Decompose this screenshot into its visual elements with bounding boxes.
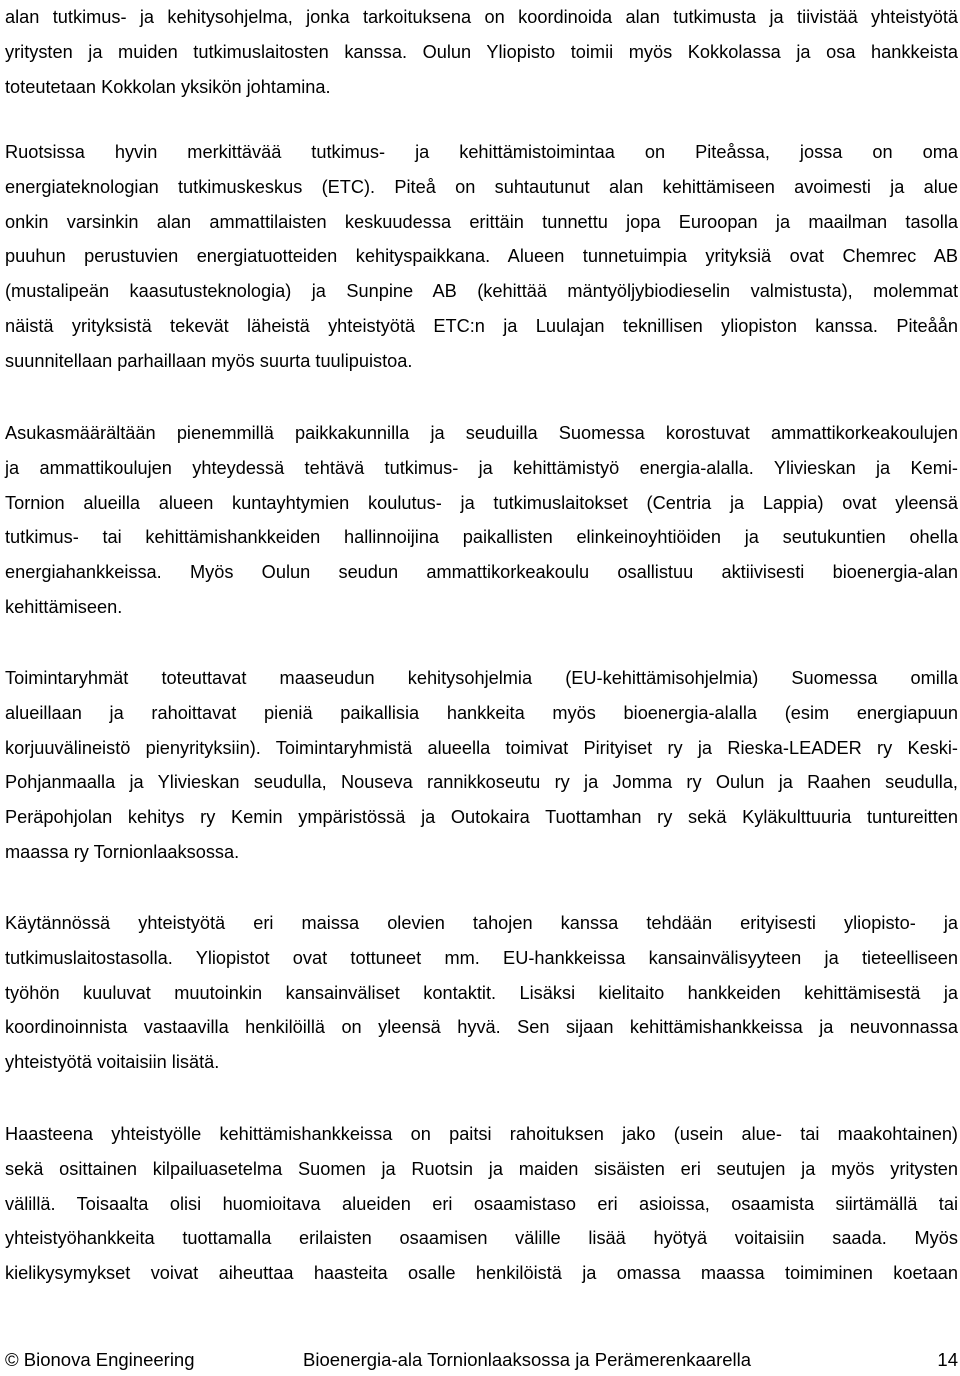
paragraph-line: koordinoinnista vastaavilla henkilöillä on yleensä hyvä. Sen sijaan kehittämishankkeissa ja neuvonnassa (5, 1017, 958, 1038)
paragraph-line: suunnitellaan parhaillaan myös suurta tuulipuistoa. (5, 350, 413, 371)
paragraph-line: toteutetaan Kokkolan yksikön johtamina. (5, 76, 331, 97)
paragraph-line: Ruotsissa hyvin merkittävää tutkimus- ja kehittämistoimintaa on Piteåssa, jossa on oma (5, 142, 958, 162)
paragraph-5 (5, 906, 958, 1080)
paragraph-line: energiateknologian tutkimuskeskus (ETC). Piteå on suhtautunut alan kehittämiseen avoimesti ja alue (5, 176, 958, 197)
paragraph-line: kehittämiseen. (5, 596, 123, 617)
paragraph-line: alueillaan ja rahoittavat pieniä paikallisia hankkeita myös bioenergia-alalla (esim energiapuun (5, 702, 958, 723)
page-footer (5, 1345, 958, 1375)
paragraph-line: Toimintaryhmät toteuttavat maaseudun kehitysohjelmia (EU-kehittämisohjelmia) Suomessa omilla (5, 668, 958, 688)
paragraph-4 (5, 661, 958, 870)
paragraph-line: sekä osittainen kilpailuasetelma Suomen ja Ruotsin ja maiden sisäisten eri seutujen ja myös yritysten (5, 1158, 958, 1179)
paragraph-line: Asukasmäärältään pienemmillä paikkakunnilla ja seuduilla Suomessa korostuvat ammattikorkeakoulujen (5, 423, 958, 443)
paragraph-line: Peräpohjolan kehitys ry Kemin ympäristössä ja Outokaira Tuottamhan ry sekä Kyläkulttuuria tuntureitten (5, 807, 958, 828)
paragraph-1 (5, 0, 958, 104)
paragraph-line: Pohjanmaalla ja Ylivieskan seudulla, Nouseva rannikkoseutu ry ja Jomma ry Oulun ja Raahen seudulla, (5, 772, 958, 793)
paragraph-line: näistä yrityksistä tekevät läheistä yhteistyötä ETC:n ja Luulajan teknillisen yliopiston kanssa. Piteåån (5, 315, 958, 336)
paragraph-line: tutkimuslaitostasolla. Yliopistot ovat tottuneet mm. EU-hankkeissa kansainvälisyyteen ja tieteelliseen (5, 947, 958, 968)
paragraph-line: Haasteena yhteistyölle kehittämishankkeissa on paitsi rahoituksen jako (usein alue- tai maakohtainen) (5, 1124, 958, 1144)
paragraph-6 (5, 1117, 958, 1291)
paragraph-line: työhön kuuluvat muutoinkin kansainväliset kontaktit. Lisäksi kielitaito hankkeiden kehittämisestä ja (5, 982, 958, 1003)
paragraph-line: tutkimus- tai kehittämishankkeiden hallinnoijina paikallisten elinkeinoyhtiöiden ja seutukuntien ohella (5, 527, 958, 548)
paragraph-line: ja ammattikoulujen yhteydessä tehtävä tutkimus- ja kehittämistyö energia-alalla. Ylivieskan ja Kemi- (5, 457, 958, 478)
paragraph-line: energiahankkeissa. Myös Oulun seudun ammattikorkeakoulu osallistuu aktiivisesti bioenergia-alan (5, 562, 958, 583)
footer-document-title: Bioenergia-ala Tornionlaaksossa ja Perämerenkaarella (303, 1349, 752, 1370)
footer-copyright: © Bionova Engineering (5, 1349, 195, 1370)
paragraph-2 (5, 135, 958, 379)
paragraph-line: onkin varsinkin alan ammattilaisten keskuudessa erittäin tunnettu jopa Euroopan ja maailman tasolla (5, 211, 958, 232)
paragraph-line: yhteistyötä voitaisiin lisätä. (5, 1052, 220, 1073)
paragraph-line: yhteistyöhankkeita tuottamalla erilaisten osaamisen välille lisää hyötyä voitaisiin saada. Myös (5, 1228, 958, 1249)
paragraph-line: yritysten ja muiden tutkimuslaitosten kanssa. Oulun Yliopisto toimii myös Kokkolassa ja osa hankkeista (5, 41, 958, 62)
paragraph-line: alan tutkimus- ja kehitysohjelma, jonka tarkoituksena on koordinoida alan tutkimusta ja tiivistää yhteistyötä (5, 7, 958, 27)
paragraph-line: Tornion alueilla alueen kuntayhtymien koulutus- ja tutkimuslaitokset (Centria ja Lappia) ovat yleensä (5, 492, 958, 513)
paragraph-line: välillä. Toisaalta olisi huomioitava alueiden eri osaamistaso eri asioissa, osaamista siirtämällä tai (5, 1193, 958, 1214)
paragraph-line: kielikysymykset voivat aiheuttaa haasteita osalle henkilöistä ja omassa maassa toimiminen koetaan (5, 1263, 958, 1284)
paragraph-line: Käytännössä yhteistyötä eri maissa olevien tahojen kanssa tehdään erityisesti yliopisto- ja (5, 913, 958, 933)
paragraph-line: maassa ry Tornionlaaksossa. (5, 841, 240, 862)
paragraph-3 (5, 416, 958, 625)
paragraph-line: (mustalipeän kaasutusteknologia) ja Sunpine AB (kehittää mäntyöljybiodieselin valmistusta), molemmat (5, 281, 958, 302)
paragraph-line: korjuuvälineistö pienyrityksiin). Toimintaryhmistä alueella toimivat Pirityiset ry ja Rieska-LEADER ry Keski- (5, 737, 958, 758)
footer-page-number: 14 (937, 1349, 958, 1370)
paragraph-line: puuhun perustuvien energiatuotteiden kehityspaikkana. Alueen tunnetuimpia yrityksiä ovat Chemrec AB (5, 246, 958, 267)
